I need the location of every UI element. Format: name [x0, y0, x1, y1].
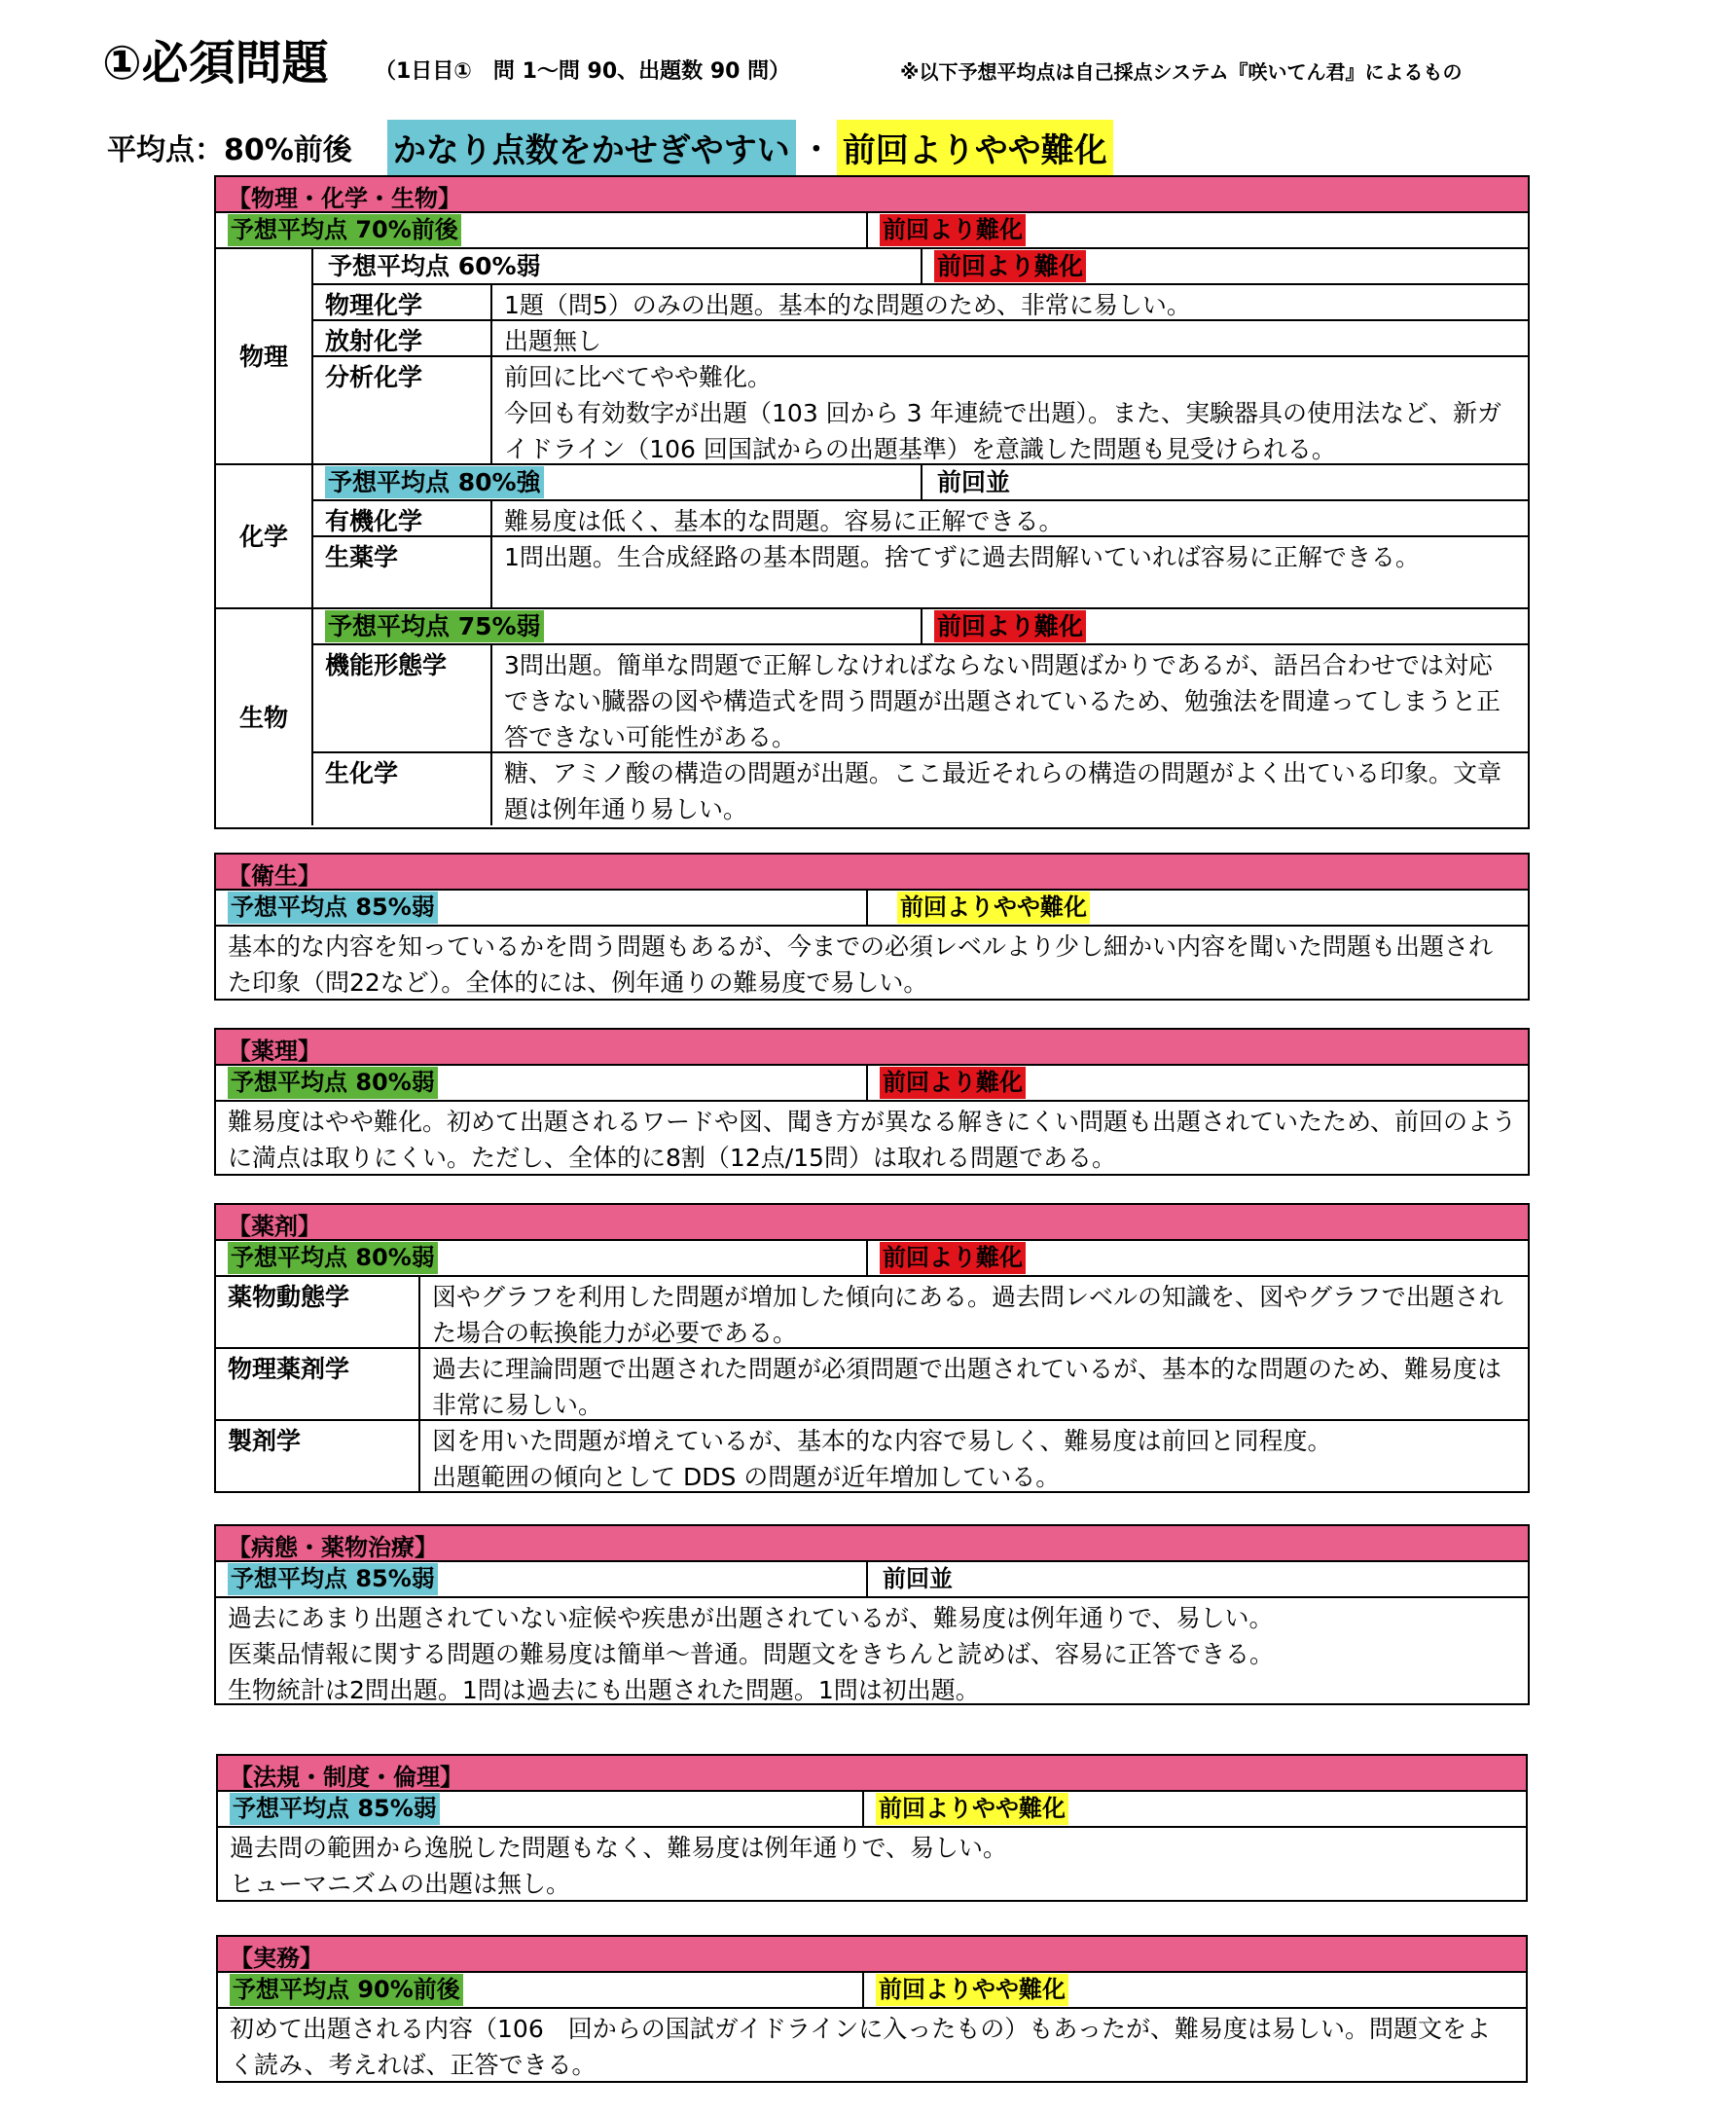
- source-note: ※以下予想平均点は自己採点システム『咲いてん君』によるもの: [900, 60, 1463, 84]
- subject-name: 有機化学: [313, 501, 492, 537]
- average-score: 予想平均点 80%弱: [228, 1067, 438, 1099]
- section-pcb: [214, 175, 1530, 829]
- category-chemistry: 化学: [216, 465, 313, 609]
- physics-meta: [313, 249, 1528, 285]
- section-pathophysiology: [214, 1524, 1530, 1705]
- section-pharmaceutics: [214, 1203, 1530, 1493]
- biology-meta: [313, 609, 1528, 645]
- section-comment: 過去にあまり出題されていない症候や疾患が出題されているが、難易度は例年通りで、易しい。 医薬品情報に関する問題の難易度は簡単～普通。問題文をきちんと読めば、容易に正答できる。 生物統計は2問出題。1問は過去にも出題された問題。1問は初出題。: [228, 1604, 1275, 1704]
- subject-comment: 前回に比べてやや難化。 今回も有効数字が出題（103 回から 3 年連続で出題）。また、実験器具の使用法など、新ガイドライン（106 回国試からの出題基準）を意識した問題も見受けられる。: [492, 357, 1528, 465]
- summary-highlight-easy: かなり点数をかせぎやすい: [387, 120, 796, 175]
- section-title: 【法規・制度・倫理】: [218, 1756, 1526, 1792]
- subject-name: 生化学: [313, 753, 492, 825]
- section-practice: [216, 1935, 1528, 2083]
- average-score: 予想平均点 80%弱: [228, 1242, 438, 1274]
- section-comment: 初めて出題される内容（106 回からの国試ガイドラインに入ったもの）もあったが、難易度は易しい。問題文をよく読み、考えれば、正答できる。: [230, 2015, 1491, 2079]
- subject-comment: 難易度は低く、基本的な問題。容易に正解できる。: [492, 501, 1528, 537]
- chemistry-meta: [313, 465, 1528, 501]
- page-header: [102, 31, 1659, 99]
- average-score: 予想平均点 85%弱: [230, 1793, 440, 1825]
- section-title: 【病態・薬物治療】: [216, 1526, 1528, 1562]
- subject-comment: 過去に理論問題で出題された問題が必須問題で出題されているが、基本的な問題のため、難易度は非常に易しい。: [420, 1349, 1528, 1421]
- page-title: ①必須問題: [102, 36, 329, 91]
- section-title: 【物理・化学・生物】: [216, 177, 1528, 213]
- subject-name: 物理化学: [313, 285, 492, 321]
- category-biology: 生物: [216, 609, 313, 825]
- subject-name: 製剤学: [216, 1421, 420, 1493]
- page-subtitle: （1日目① 問 1～問 90、出題数 90 問）: [375, 59, 791, 84]
- section-meta: [218, 1792, 1526, 1828]
- subject-comment: 3問出題。簡単な問題で正解しなければならない問題ばかりであるが、語呂合わせでは対応できない臓器の図や構造式を問う問題が出題されているため、勉強法を間違ってしまうと正答できない可能性がある。: [492, 645, 1528, 753]
- section-pharmacology: [214, 1028, 1530, 1176]
- section-meta: [216, 1066, 1528, 1102]
- section-meta: [218, 1973, 1526, 2009]
- section-title: 【薬剤】: [216, 1205, 1528, 1241]
- subject-comment: 糖、アミノ酸の構造の問題が出題。ここ最近それらの構造の問題がよく出ている印象。文章題は例年通り易しい。: [504, 759, 1502, 823]
- subject-comment: 出題無し: [492, 321, 1528, 357]
- section-comment: 難易度はやや難化。初めて出題されるワードや図、聞き方が異なる解きにくい問題も出題されていたため、前回のように満点は取りにくい。ただし、全体的に8割（12点/15問）は取れる問題である。: [228, 1108, 1517, 1172]
- subject-name: 分析化学: [313, 357, 492, 465]
- section-meta: [216, 1562, 1528, 1598]
- trend-badge: 前回より難化: [880, 1067, 1026, 1099]
- section-hygiene: [214, 853, 1530, 1001]
- category-physics: 物理: [216, 249, 313, 465]
- average-score: 予想平均点 90%前後: [230, 1974, 463, 2006]
- subject-comment: 1問出題。生合成経路の基本問題。捨てずに過去問解いていれば容易に正解できる。: [492, 537, 1528, 609]
- trend-badge: 前回より難化: [934, 250, 1086, 282]
- subject-name: 機能形態学: [313, 645, 492, 753]
- average-score: 予想平均点 85%弱: [228, 1563, 438, 1595]
- section-law: [216, 1754, 1528, 1902]
- trend-badge: 前回より難化: [880, 214, 1026, 246]
- subject-name: 物理薬剤学: [216, 1349, 420, 1421]
- section-title: 【実務】: [218, 1937, 1526, 1973]
- section-title: 【衛生】: [216, 855, 1528, 891]
- average-score: 予想平均点 75%弱: [325, 610, 544, 642]
- summary-highlight-trend: 前回よりやや難化: [837, 120, 1113, 175]
- section-meta: [216, 891, 1528, 927]
- trend-badge: 前回よりやや難化: [876, 1793, 1068, 1825]
- average-score: 予想平均点 70%前後: [228, 214, 461, 246]
- section-title: 【薬理】: [216, 1030, 1528, 1066]
- subject-name: 放射化学: [313, 321, 492, 357]
- subject-name: 生薬学: [313, 537, 492, 609]
- trend-badge: 前回並: [883, 1565, 953, 1592]
- summary-separator: ・: [801, 133, 831, 167]
- average-score-label: 平均点：80%前後: [107, 133, 352, 167]
- trend-badge: 前回より難化: [880, 1242, 1026, 1274]
- average-score: 予想平均点 80%強: [325, 466, 544, 498]
- trend-badge: 前回よりやや難化: [897, 892, 1090, 924]
- section-comment: 過去問の範囲から逸脱した問題もなく、難易度は例年通りで、易しい。 ヒューマニズムの出題は無し。: [230, 1834, 1008, 1898]
- section-meta: [216, 213, 1528, 249]
- subject-comment: 図やグラフを利用した問題が増加した傾向にある。過去問レベルの知識を、図やグラフで出題された場合の転換能力が必要である。: [420, 1277, 1528, 1349]
- trend-badge: 前回より難化: [934, 610, 1086, 642]
- overall-summary: [107, 121, 1113, 173]
- subject-name: 薬物動態学: [216, 1277, 420, 1349]
- trend-badge: 前回並: [937, 468, 1011, 496]
- section-meta: [216, 1241, 1528, 1277]
- average-score: 予想平均点 85%弱: [228, 892, 438, 924]
- subject-comment: 1題（問5）のみの出題。基本的な問題のため、非常に易しい。: [492, 285, 1528, 321]
- average-score: 予想平均点 60%弱: [328, 252, 541, 280]
- section-comment: 基本的な内容を知っているかを問う問題もあるが、今までの必須レベルより少し細かい内容を聞いた問題も出題された印象（問22など）。全体的には、例年通りの難易度で易しい。: [228, 932, 1494, 997]
- trend-badge: 前回よりやや難化: [876, 1974, 1068, 2006]
- subject-comment: 図を用いた問題が増えているが、基本的な内容で易しく、難易度は前回と同程度。 出題範囲の傾向として DDS の問題が近年増加している。: [432, 1427, 1332, 1491]
